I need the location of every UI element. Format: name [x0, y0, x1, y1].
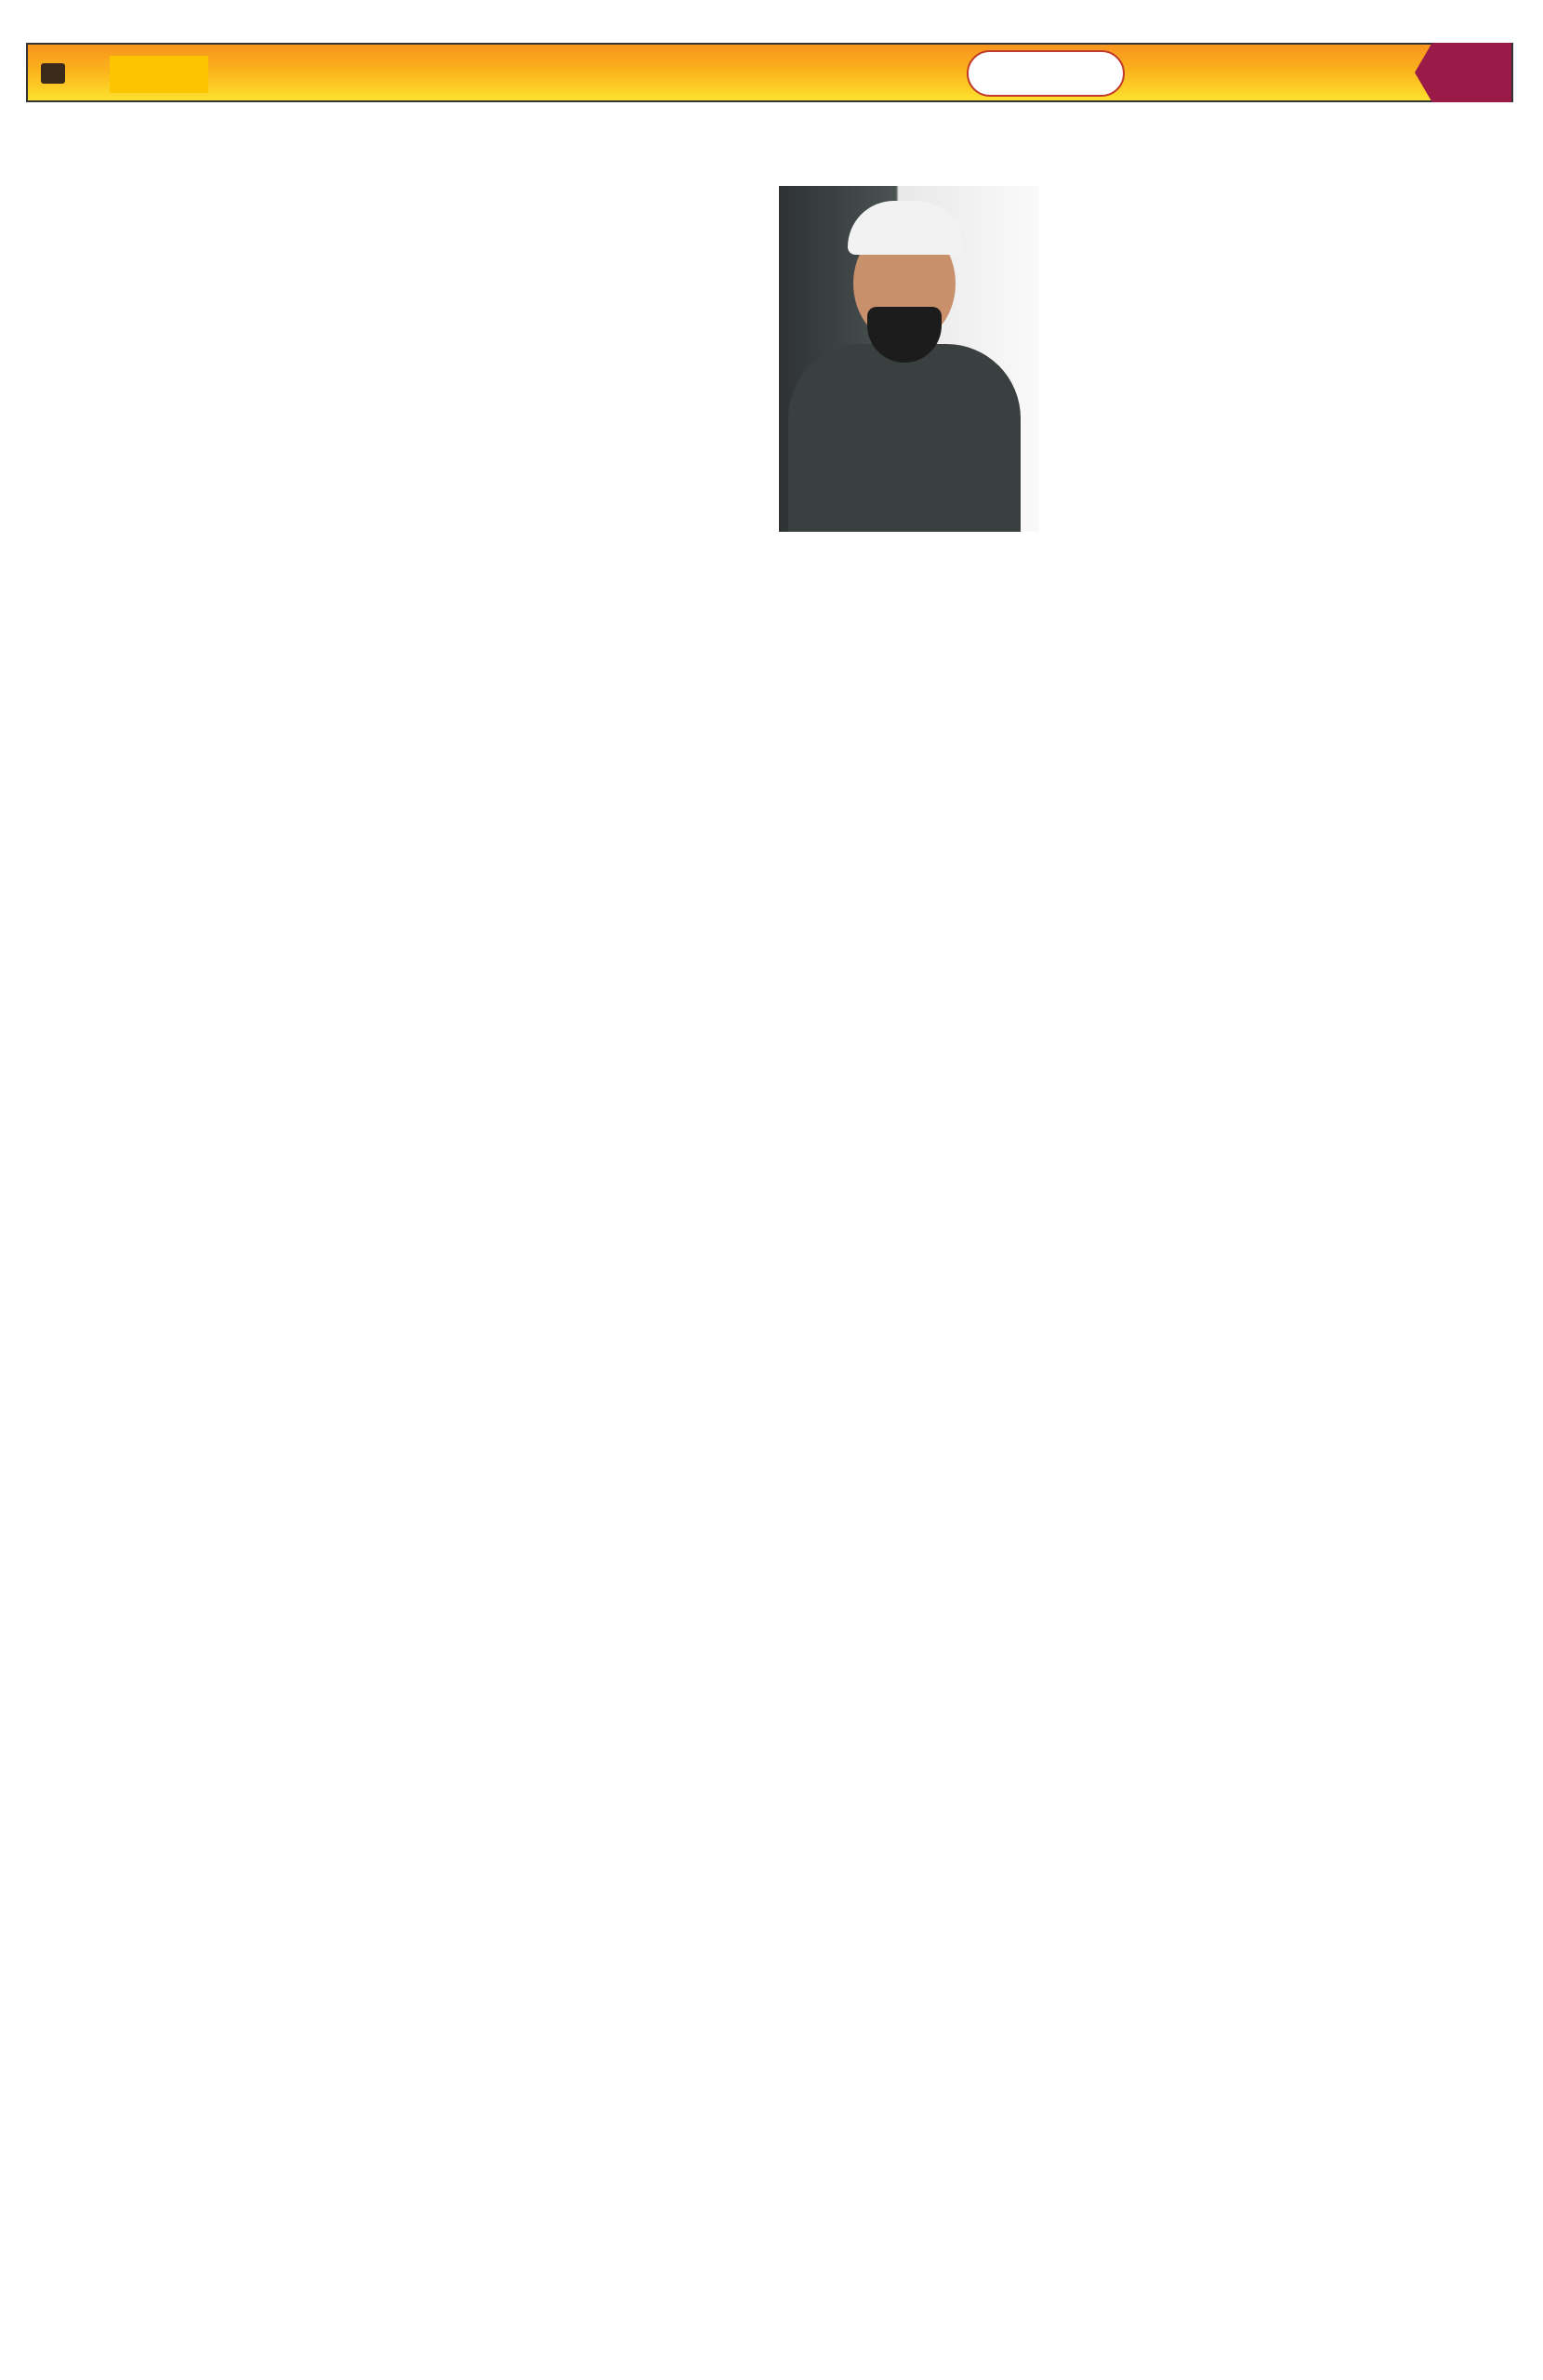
- photo-qadri: [779, 186, 1039, 532]
- issue-date[interactable]: [110, 56, 208, 93]
- calendar-icon[interactable]: [41, 63, 65, 84]
- article-column: [1305, 186, 1521, 554]
- masthead: [26, 43, 1513, 102]
- page-badge: [1415, 43, 1511, 102]
- article-column: [1069, 186, 1290, 554]
- paper-logo: [967, 50, 1125, 97]
